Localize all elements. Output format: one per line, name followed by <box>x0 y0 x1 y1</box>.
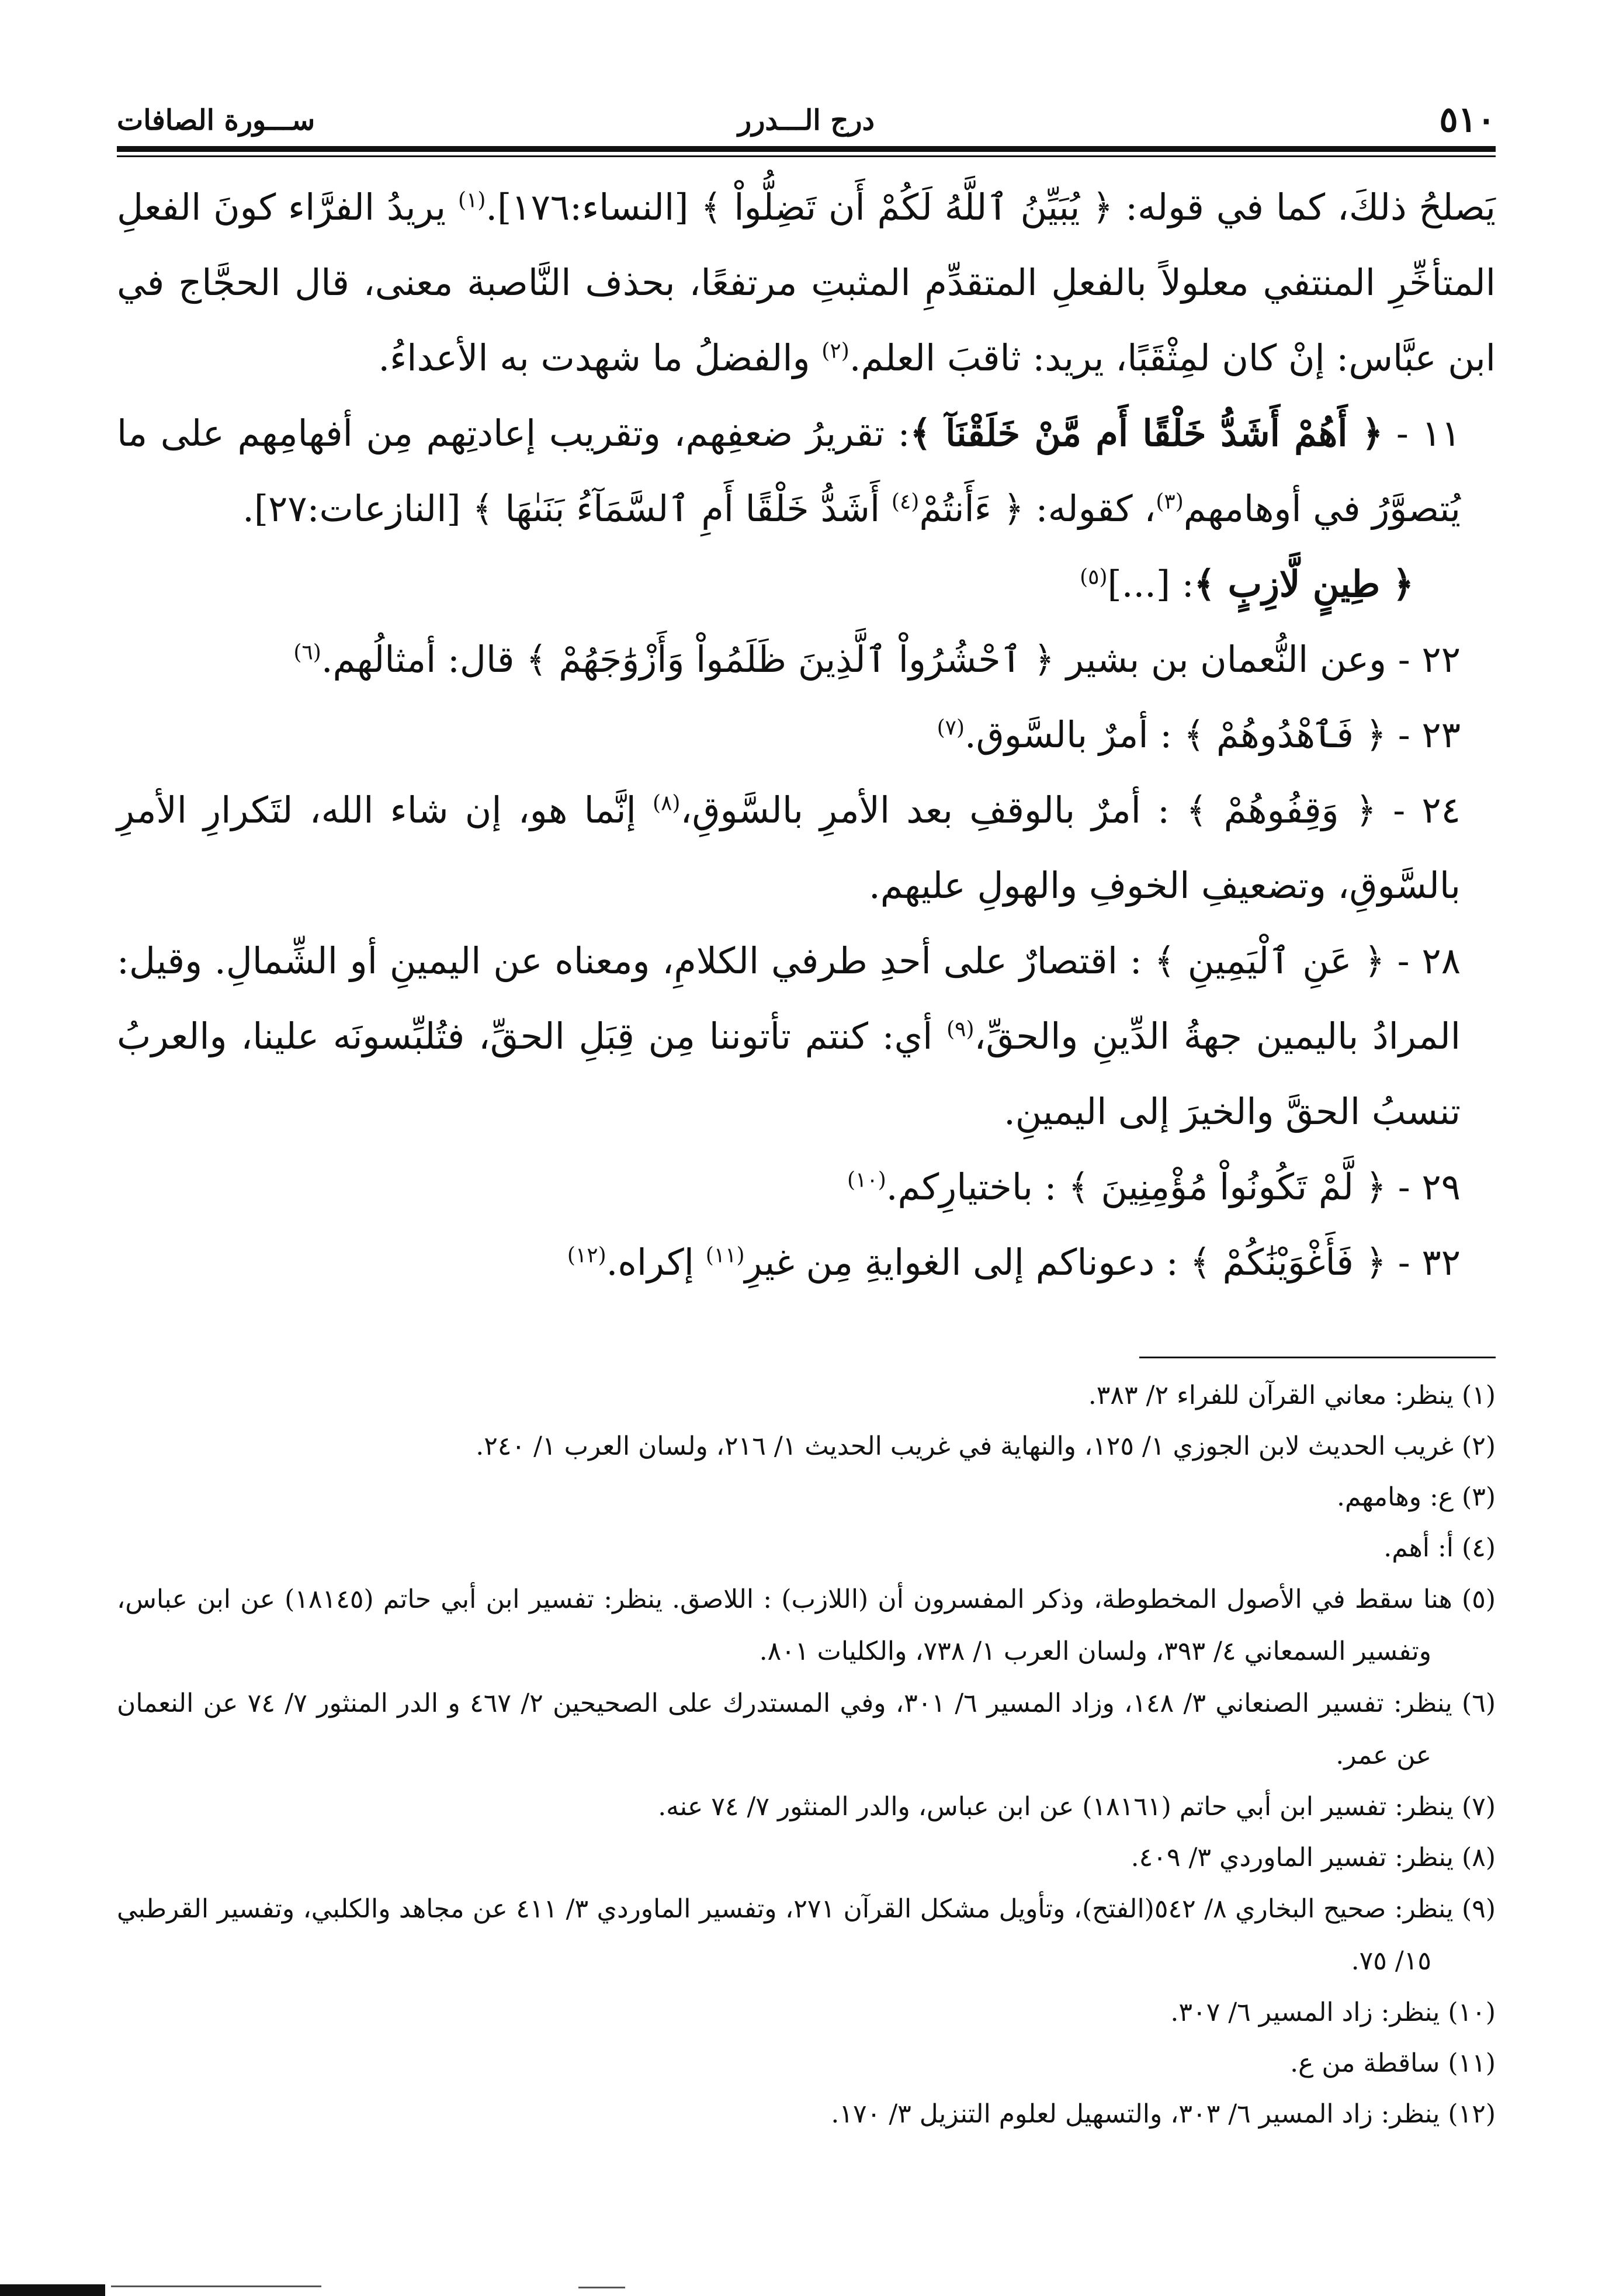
verse-32-commentary <box>117 1225 1496 1300</box>
footnote-11: (١١) ساقطة من ع. <box>1290 2048 1496 2078</box>
verse-24-commentary <box>117 772 1496 923</box>
footnote-1: (١) ينظر: معاني القرآن للفراء ٢/ ٣٨٣. <box>1088 1381 1496 1410</box>
verse-28-commentary <box>117 923 1496 1149</box>
quran-quote: ﴿ أَهُمْ أَشَدُّ خَلْقًا أَم مَّنْ خَلَقْنَآ ﴾ <box>910 412 1383 455</box>
footnotes <box>117 1370 1496 2139</box>
footnote-ref[interactable]: (١١) <box>705 1243 745 1268</box>
verse-11b-commentary <box>117 546 1496 622</box>
verse-11-commentary <box>117 396 1496 546</box>
footnote-ref[interactable]: (٦) <box>293 640 321 665</box>
footnote-ref[interactable]: (٣) <box>1156 490 1184 514</box>
commentary-text: أي: كنتم تأتوننا مِن قِبَلِ الحقِّ، فتُلبِّسونَه علينا، والعربُ تنسبُ الحقَّ والخيرَ إلى اليمينِ. <box>117 1015 1461 1133</box>
quran-quote: ﴿ طِينٍ لَّازِبٍ ﴾ <box>1194 563 1414 605</box>
paragraph-text: يَصلحُ ذلكَ، كما في قوله: ﴿ يُبَيِّنُ ٱللَّهُ لَكُمْ أَن تَضِلُّواْ ﴾ [النساء:١٧٦]. <box>486 186 1496 228</box>
commentary-text: ٣٢ - ﴿ فَأَغْوَيْنَٰكُمْ ﴾ : دعوناكم إلى الغوايةِ مِن غيرِ <box>744 1241 1461 1284</box>
footnote-4: (٤) أ: أهم. <box>1383 1533 1496 1563</box>
footnote-10: (١٠) ينظر: زاد المسير ٦/ ٣٠٧. <box>1170 1997 1496 2027</box>
footnote-ref[interactable]: (٧) <box>937 716 965 740</box>
main-text <box>117 169 1496 1300</box>
scan-edge-line <box>111 2285 321 2287</box>
commentary-text: : تقريرُ ضعفِهم، وتقريب إعادتِهم مِن أفهامِهم على ما يُتصوَّرُ في أوهامهم <box>117 412 1461 530</box>
footnote-ref[interactable]: (٩) <box>946 1017 975 1042</box>
paragraph-text: والفضلُ ما شهدت به الأعداءُ. <box>378 337 822 379</box>
footnote-12: (١٢) ينظر: زاد المسير ٦/ ٣٠٣، والتسهيل لعلوم التنزيل ٣/ ١٧٠. <box>831 2099 1496 2129</box>
verse-23-commentary <box>117 697 1496 772</box>
footnote-9: (٩) ينظر: صحيح البخاري ٨/ ٥٤٢(الفتح)، وتأويل مشكل القرآن ٢٧١، وتفسير الماوردي ٣/ ٤١١ عن مجاهد والكلبي، وتفسير القرطبي ١٥/ ٧٥. <box>117 1894 1496 1976</box>
footnote-ref[interactable]: (١٠) <box>847 1168 886 1192</box>
footnote-ref[interactable]: (٨) <box>653 791 681 816</box>
page-header <box>117 88 1496 146</box>
book-title: درج الـــدرر <box>738 104 875 137</box>
page-number: ٥١٠ <box>1439 99 1496 140</box>
footnote-separator <box>1139 1357 1496 1358</box>
verse-number: ١١ - <box>1383 412 1461 455</box>
commentary-text: : [...] <box>1107 563 1194 605</box>
commentary-text: إنَّما هو، إن شاء الله، لتَكرارِ الأمرِ بالسَّوقِ، وتضعيفِ الخوفِ والهولِ عليهم. <box>117 789 1461 907</box>
paragraph-text: يريدُ الفرَّاء كونَ الفعلِ المتأخِّرِ المنتفي معلولاً بالفعلِ المتقدِّمِ المثبتِ مرتفعًا، بحذف النَّاصبة معنى، قال الحجَّاج في ابن عبَّاس: إنْ كان لمِثْقَبًا، يريد: ثاقبَ العلم. <box>117 186 1496 379</box>
footnote-ref[interactable]: (٢) <box>821 339 849 363</box>
footnote-ref[interactable]: (٥) <box>1080 565 1108 589</box>
verse-22-commentary <box>117 622 1496 697</box>
footnote-2: (٢) غريب الحديث لابن الجوزي ١/ ١٢٥، والنهاية في غريب الحديث ١/ ٢١٦، ولسان العرب ١/ ٢٤٠. <box>476 1431 1496 1461</box>
footnote-8: (٨) ينظر: تفسير الماوردي ٣/ ٤٠٩. <box>1131 1843 1496 1872</box>
scan-edge-line <box>578 2287 625 2288</box>
commentary-text: ٢٣ - ﴿ فَٱهْدُوهُمْ ﴾ : أمرٌ بالسَّوق. <box>965 713 1461 756</box>
footnote-ref[interactable]: (١) <box>457 188 486 213</box>
footnote-7: (٧) ينظر: تفسير ابن أبي حاتم (١٨١٦١) عن ابن عباس، والدر المنثور ٧/ ٧٤ عنه. <box>658 1792 1496 1822</box>
scan-edge-mark <box>0 2284 105 2296</box>
commentary-text: إكراه. <box>606 1241 706 1284</box>
footnote-ref[interactable]: (٤) <box>891 490 920 514</box>
paragraph-1 <box>117 169 1496 396</box>
commentary-text: أَشَدُّ خَلْقًا أَمِ ٱلسَّمَآءُ بَنَىٰهَا ﴾ [النازعات:٢٧]. <box>242 487 892 530</box>
header-rule-thick <box>117 146 1496 152</box>
commentary-text: ٢٤ - ﴿ وَقِفُوهُمْ ﴾ : أمرٌ بالوقفِ بعد الأمرِ بالسَّوقِ، <box>680 789 1461 831</box>
footnote-6: (٦) ينظر: تفسير الصنعاني ٣/ ١٤٨، وزاد المسير ٦/ ٣٠١، وفي المستدرك على الصحيحين ٢/ ٤٦٧ و الدر المنثور ٧/ ٧٤ عن النعمان عن عمر. <box>117 1688 1496 1770</box>
commentary-text: ، كقوله: ﴿ ءَأَنتُمْ <box>919 487 1156 530</box>
commentary-text: ٢٨ - ﴿ عَنِ ٱلْيَمِينِ ﴾ : اقتصارٌ على أحدِ طرفي الكلامِ، ومعناه عن اليمينِ أو الشِّمالِ. وقيل: المرادُ باليمين جهةُ الدِّينِ والحقِّ، <box>117 939 1461 1057</box>
commentary-text: ٢٢ - وعن النُّعمان بن بشير ﴿ ٱحْشُرُواْ ٱلَّذِينَ ظَلَمُواْ وَأَزْوَٰجَهُمْ ﴾ قال: أمثالُهم. <box>321 638 1461 681</box>
header-rule-thin <box>117 155 1496 157</box>
footnote-ref[interactable]: (١٢) <box>567 1243 606 1268</box>
footnote-5: (٥) هنا سقط في الأصول المخطوطة، وذكر المفسرون أن (اللازب) : اللاصق. ينظر: تفسير ابن أبي حاتم (١٨١٤٥) عن ابن عباس، وتفسير السمعاني ٤/ ٣٩٣، ولسان العرب ١/ ٧٣٨، والكليات ٨٠١. <box>117 1584 1496 1666</box>
verse-29-commentary <box>117 1149 1496 1225</box>
sura-title: ســـورة الصافات <box>117 104 315 137</box>
footnote-3: (٣) ع: وهامهم. <box>1336 1482 1496 1512</box>
commentary-text: ٢٩ - ﴿ لَّمْ تَكُونُواْ مُؤْمِنِينَ ﴾ : باختيارِكم. <box>886 1166 1461 1208</box>
